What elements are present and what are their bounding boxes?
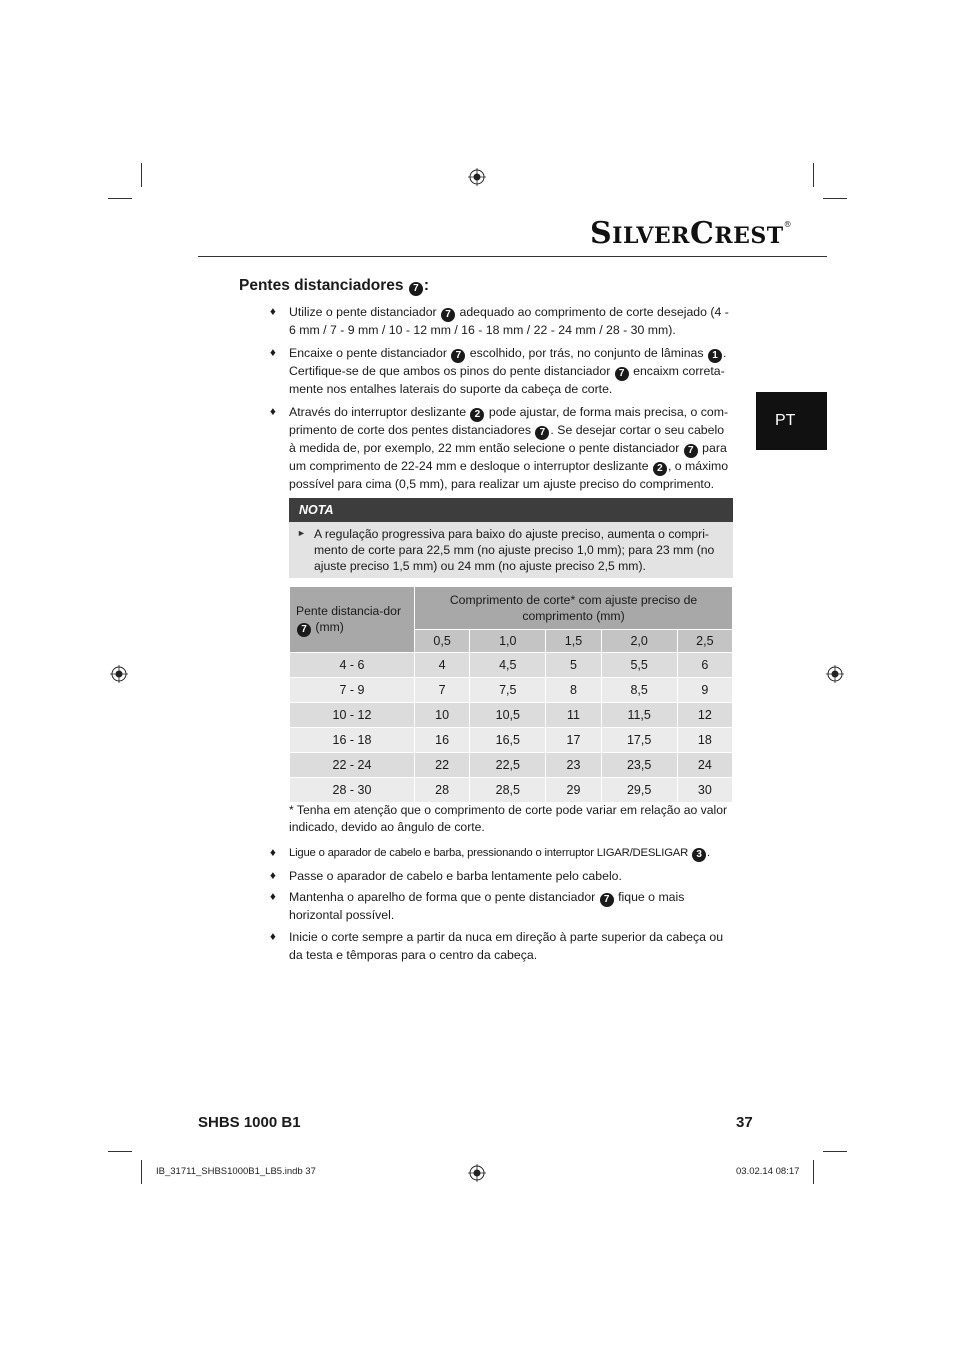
list-item: Ligue o aparador de cabelo e barba, pressionando o interruptor LIGAR/DESLIGAR 3 . xyxy=(289,847,710,860)
table-cell: 6 xyxy=(677,653,732,678)
model-number: SHBS 1000 B1 xyxy=(198,1114,301,1131)
table-subheader: 0,5 xyxy=(415,630,470,653)
bullet-icon: ♦ xyxy=(270,870,276,882)
list-item: Encaixe o pente distanciador 7 escolhido, por trás, no conjunto de lâminas 1 . Certifique-se de que ambos os pinos do pente distanciador 7 encaixm correta-mente nos entalhes laterais do suporte da cabeça de corte. xyxy=(289,346,727,396)
table-cell: 5,5 xyxy=(601,653,677,678)
list-item: Mantenha o aparelho de forma que o pente distanciador 7 fique o mais horizontal possível. xyxy=(289,890,685,922)
table-subheader: 1,0 xyxy=(470,630,546,653)
note-box xyxy=(289,522,733,578)
bullet-icon: ♦ xyxy=(270,406,276,418)
table-cell: 7 xyxy=(415,678,470,703)
part-number-badge: 7 xyxy=(684,444,698,458)
table-row xyxy=(290,728,733,753)
arrow-icon: ► xyxy=(297,528,306,538)
part-number-badge: 2 xyxy=(653,462,667,476)
table-cell: 30 xyxy=(677,778,732,803)
section-title: Pentes distanciadores 7 : xyxy=(239,277,430,294)
table-cell: 16,5 xyxy=(470,728,546,753)
table-row xyxy=(290,778,733,803)
table-cell: 24 xyxy=(677,753,732,778)
table-cell: 22,5 xyxy=(470,753,546,778)
list-item: Utilize o pente distanciador 7 adequado ao comprimento de corte desejado (4 - 6 mm / 7 - 9 mm / 10 - 12 mm / 16 - 18 mm / 22 - 24 mm / 28 - 30 mm). xyxy=(289,305,729,337)
crop-mark xyxy=(141,1160,142,1184)
table-row xyxy=(290,678,733,703)
part-number-badge: 1 xyxy=(708,349,722,363)
bullet-icon: ♦ xyxy=(270,347,276,359)
crop-mark xyxy=(108,1151,132,1152)
table-cell: 4 - 6 xyxy=(290,653,415,678)
part-number-badge: 7 xyxy=(451,349,465,363)
table-cell: 4 xyxy=(415,653,470,678)
part-number-badge: 3 xyxy=(692,848,706,862)
crop-mark xyxy=(141,163,142,187)
table-group-header: Comprimento de corte* com ajuste preciso de comprimento (mm) xyxy=(415,587,733,630)
table-row xyxy=(290,653,733,678)
table-cell: 7,5 xyxy=(470,678,546,703)
crop-mark xyxy=(813,163,814,187)
part-number-badge: 7 xyxy=(441,308,455,322)
table-cell: 16 xyxy=(415,728,470,753)
table-cell: 22 xyxy=(415,753,470,778)
cut-length-table xyxy=(289,586,733,803)
table-cell: 10,5 xyxy=(470,703,546,728)
list-item: Através do interruptor deslizante 2 pode ajustar, de forma mais precisa, o com-primento de corte dos pentes distanciadores 7 . Se desejar cortar o seu cabelo à medida de, por exemplo, 22 mm então selecione o pente distanciador 7 para um comprimento de 22-24 mm e desloque o interruptor deslizante 2 , o máximo possível para cima (0,5 mm), para realizar um ajuste preciso do comprimento. xyxy=(289,405,729,491)
footnote: * Tenha em atenção que o comprimento de corte pode variar em relação ao valor indicado, devido ao ângulo de corte. xyxy=(289,803,728,834)
crop-mark xyxy=(823,1151,847,1152)
note-text: A regulação progressiva para baixo do ajuste preciso, aumenta o compri-mento de corte para 22,5 mm (no ajuste preciso 1,0 mm); para 23 mm (no ajuste preciso 1,5 mm) ou 24 mm (no ajuste preciso 2,5 mm). xyxy=(314,527,715,573)
table-cell: 4,5 xyxy=(470,653,546,678)
list-item: Inicie o corte sempre a partir da nuca em direção à parte superior da cabeça ou da testa e têmporas para o centro da cabeça. xyxy=(289,930,724,962)
table-corner-header: Pente distancia-dor 7 (mm) xyxy=(290,587,415,653)
bullet-icon: ♦ xyxy=(270,891,276,903)
note-header: NOTA xyxy=(289,498,733,522)
table-cell: 11 xyxy=(546,703,601,728)
table-cell: 16 - 18 xyxy=(290,728,415,753)
print-timestamp: 03.02.14 08:17 xyxy=(736,1166,800,1177)
part-number-badge: 7 xyxy=(615,367,629,381)
table-cell: 22 - 24 xyxy=(290,753,415,778)
table-cell: 29 xyxy=(546,778,601,803)
crop-mark xyxy=(108,198,132,199)
crop-mark xyxy=(823,198,847,199)
header-rule xyxy=(198,256,827,257)
table-cell: 8,5 xyxy=(601,678,677,703)
page-number: 37 xyxy=(736,1114,753,1131)
table-subheader: 2,0 xyxy=(601,630,677,653)
bullet-icon: ♦ xyxy=(270,931,276,943)
table-cell: 7 - 9 xyxy=(290,678,415,703)
table-cell: 17,5 xyxy=(601,728,677,753)
table-cell: 28 xyxy=(415,778,470,803)
table-subheader: 1,5 xyxy=(546,630,601,653)
print-slug: IB_31711_SHBS1000B1_LB5.indb 37 xyxy=(156,1166,316,1177)
table-row xyxy=(290,703,733,728)
part-number-badge: 2 xyxy=(470,408,484,422)
table-cell: 5 xyxy=(546,653,601,678)
table-cell: 28 - 30 xyxy=(290,778,415,803)
part-number-badge: 7 xyxy=(535,426,549,440)
table-cell: 17 xyxy=(546,728,601,753)
table-cell: 8 xyxy=(546,678,601,703)
brand-logo: SILVERCREST® xyxy=(590,216,792,251)
table-cell: 10 xyxy=(415,703,470,728)
bullet-icon: ♦ xyxy=(270,306,276,318)
registration-mark-icon xyxy=(826,665,844,683)
table-subheader: 2,5 xyxy=(677,630,732,653)
crop-mark xyxy=(813,1160,814,1184)
part-number-badge: 7 xyxy=(600,893,614,907)
table-cell: 23 xyxy=(546,753,601,778)
table-cell: 11,5 xyxy=(601,703,677,728)
table-cell: 23,5 xyxy=(601,753,677,778)
registration-mark-icon xyxy=(468,1164,486,1182)
registration-mark-icon xyxy=(468,168,486,186)
table-cell: 18 xyxy=(677,728,732,753)
table-row xyxy=(290,753,733,778)
table-cell: 9 xyxy=(677,678,732,703)
table-cell: 10 - 12 xyxy=(290,703,415,728)
table-cell: 29,5 xyxy=(601,778,677,803)
registration-mark-icon xyxy=(110,665,128,683)
table-cell: 28,5 xyxy=(470,778,546,803)
bullet-icon: ♦ xyxy=(270,847,276,859)
language-tab: PT xyxy=(756,392,827,450)
list-item: Passe o aparador de cabelo e barba lentamente pelo cabelo. xyxy=(289,869,622,883)
table-cell: 12 xyxy=(677,703,732,728)
